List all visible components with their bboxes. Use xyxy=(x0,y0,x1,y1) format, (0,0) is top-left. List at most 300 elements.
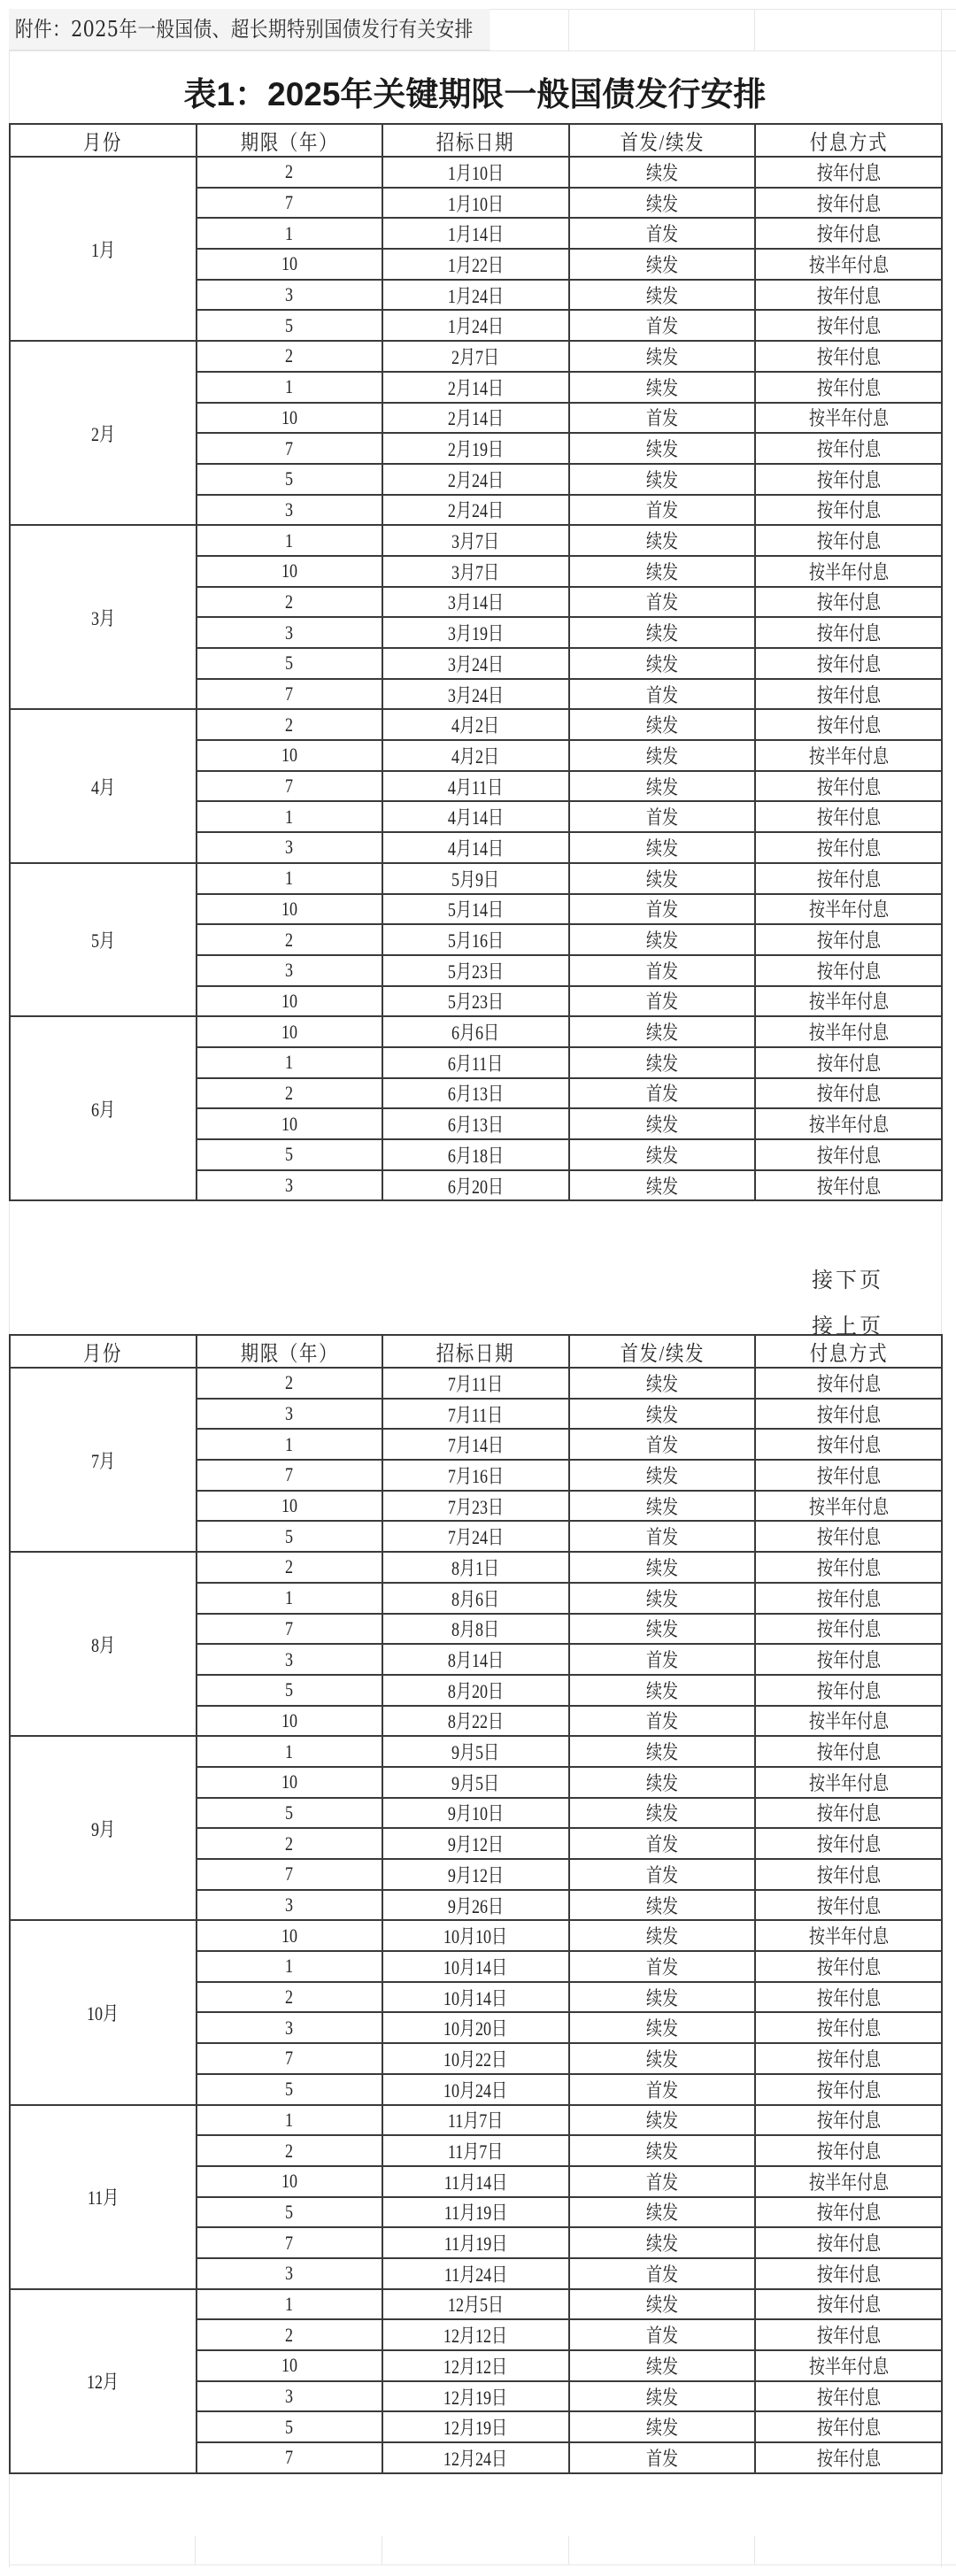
auction-date-cell: 2月7日 xyxy=(382,341,569,372)
gridline xyxy=(568,2536,569,2564)
term-cell: 7 xyxy=(197,1460,383,1491)
gridline xyxy=(9,2564,956,2565)
continued-next-page-note: 接下页 xyxy=(812,1268,883,1292)
issue-type-cell: 续发 xyxy=(569,648,756,679)
payment-method-cell: 按年付息 xyxy=(755,1583,942,1614)
payment-method-cell: 按年付息 xyxy=(755,525,942,556)
auction-date-cell: 4月2日 xyxy=(382,709,569,740)
auction-date-cell: 2月14日 xyxy=(382,403,569,434)
auction-date-cell: 7月11日 xyxy=(382,1368,569,1399)
header-issue-type: 首发/续发 xyxy=(569,124,756,157)
header-term: 期限（年） xyxy=(197,1335,383,1368)
auction-date-cell: 7月23日 xyxy=(382,1491,569,1522)
issue-type-cell: 续发 xyxy=(569,249,756,280)
payment-method-cell: 按半年付息 xyxy=(755,894,942,925)
payment-method-cell: 按年付息 xyxy=(755,2411,942,2442)
issue-type-cell: 续发 xyxy=(569,1798,756,1829)
payment-method-cell: 按年付息 xyxy=(755,1399,942,1430)
payment-method-cell: 按年付息 xyxy=(755,1644,942,1675)
auction-date-cell: 7月16日 xyxy=(382,1460,569,1491)
auction-date-cell: 4月14日 xyxy=(382,801,569,832)
term-cell: 2 xyxy=(197,709,383,740)
payment-method-cell: 按年付息 xyxy=(755,1521,942,1552)
payment-method-cell: 按年付息 xyxy=(755,1429,942,1460)
payment-method-cell: 按年付息 xyxy=(755,801,942,832)
month-cell: 3月 xyxy=(10,525,197,709)
auction-date-cell: 8月1日 xyxy=(382,1552,569,1583)
auction-date-cell: 3月24日 xyxy=(382,679,569,710)
auction-date-cell: 12月19日 xyxy=(382,2381,569,2412)
table-row xyxy=(10,2105,942,2136)
payment-method-cell: 按年付息 xyxy=(755,341,942,372)
term-cell: 3 xyxy=(197,2012,383,2043)
issue-type-cell: 首发 xyxy=(569,1951,756,1982)
term-cell: 10 xyxy=(197,1920,383,1951)
table-row xyxy=(10,1016,942,1047)
issue-type-cell: 续发 xyxy=(569,433,756,464)
payment-method-cell: 按半年付息 xyxy=(755,1706,942,1737)
issue-type-cell: 首发 xyxy=(569,310,756,341)
table-row xyxy=(10,157,942,188)
payment-method-cell: 按年付息 xyxy=(755,955,942,986)
table-row xyxy=(10,525,942,556)
auction-date-cell: 2月14日 xyxy=(382,372,569,403)
issue-type-cell: 续发 xyxy=(569,157,756,188)
auction-date-cell: 6月11日 xyxy=(382,1047,569,1078)
issue-type-cell: 续发 xyxy=(569,924,756,955)
issue-type-cell: 续发 xyxy=(569,2105,756,2136)
payment-method-cell: 按年付息 xyxy=(755,218,942,249)
payment-method-cell: 按年付息 xyxy=(755,280,942,311)
issue-type-cell: 续发 xyxy=(569,1675,756,1706)
issue-type-cell: 续发 xyxy=(569,1399,756,1430)
issue-type-cell: 续发 xyxy=(569,771,756,802)
payment-method-cell: 按年付息 xyxy=(755,2012,942,2043)
term-cell: 1 xyxy=(197,1736,383,1767)
term-cell: 2 xyxy=(197,1078,383,1109)
term-cell: 1 xyxy=(197,801,383,832)
auction-date-cell: 4月11日 xyxy=(382,771,569,802)
gridline xyxy=(754,2536,755,2564)
term-cell: 3 xyxy=(197,2381,383,2412)
payment-method-cell: 按年付息 xyxy=(755,1675,942,1706)
table-row xyxy=(10,2289,942,2320)
auction-date-cell: 10月14日 xyxy=(382,1951,569,1982)
payment-method-cell: 按年付息 xyxy=(755,1951,942,1982)
term-cell: 7 xyxy=(197,2442,383,2473)
auction-date-cell: 6月13日 xyxy=(382,1078,569,1109)
auction-date-cell: 8月6日 xyxy=(382,1583,569,1614)
payment-method-cell: 按年付息 xyxy=(755,310,942,341)
auction-date-cell: 11月24日 xyxy=(382,2258,569,2289)
auction-date-cell: 11月14日 xyxy=(382,2166,569,2197)
header-auction-date: 招标日期 xyxy=(382,124,569,157)
term-cell: 7 xyxy=(197,188,383,219)
payment-method-cell: 按年付息 xyxy=(755,2319,942,2350)
issue-type-cell: 首发 xyxy=(569,1828,756,1859)
table-row xyxy=(10,863,942,894)
term-cell: 3 xyxy=(197,1890,383,1921)
term-cell: 5 xyxy=(197,648,383,679)
header-term: 期限（年） xyxy=(197,124,383,157)
month-cell: 4月 xyxy=(10,709,197,862)
table-title: 表1：2025年关键期限一般国债发行安排 xyxy=(183,76,767,112)
auction-date-cell: 5月23日 xyxy=(382,955,569,986)
auction-date-cell: 1月14日 xyxy=(382,218,569,249)
payment-method-cell: 按年付息 xyxy=(755,587,942,618)
issue-type-cell: 首发 xyxy=(569,1644,756,1675)
issue-type-cell: 首发 xyxy=(569,2074,756,2105)
issue-type-cell: 续发 xyxy=(569,1460,756,1491)
issue-type-cell: 续发 xyxy=(569,280,756,311)
issue-type-cell: 续发 xyxy=(569,709,756,740)
term-cell: 1 xyxy=(197,1583,383,1614)
payment-method-cell: 按年付息 xyxy=(755,157,942,188)
auction-date-cell: 11月7日 xyxy=(382,2105,569,2136)
issue-type-cell: 续发 xyxy=(569,1982,756,2013)
auction-date-cell: 8月8日 xyxy=(382,1614,569,1645)
payment-method-cell: 按年付息 xyxy=(755,1552,942,1583)
payment-method-cell: 按年付息 xyxy=(755,709,942,740)
term-cell: 5 xyxy=(197,1798,383,1829)
issue-type-cell: 首发 xyxy=(569,1521,756,1552)
auction-date-cell: 5月14日 xyxy=(382,894,569,925)
header-payment-method: 付息方式 xyxy=(755,1335,942,1368)
auction-date-cell: 9月12日 xyxy=(382,1828,569,1859)
term-cell: 10 xyxy=(197,1706,383,1737)
auction-date-cell: 11月19日 xyxy=(382,2227,569,2258)
header-auction-date: 招标日期 xyxy=(382,1335,569,1368)
term-cell: 5 xyxy=(197,464,383,495)
payment-method-cell: 按半年付息 xyxy=(755,1491,942,1522)
term-cell: 3 xyxy=(197,955,383,986)
issue-type-cell: 续发 xyxy=(569,2012,756,2043)
issue-type-cell: 续发 xyxy=(569,464,756,495)
term-cell: 7 xyxy=(197,2227,383,2258)
auction-date-cell: 9月26日 xyxy=(382,1890,569,1921)
payment-method-cell: 按半年付息 xyxy=(755,403,942,434)
auction-date-cell: 3月7日 xyxy=(382,556,569,587)
auction-date-cell: 2月19日 xyxy=(382,433,569,464)
issue-type-cell: 首发 xyxy=(569,2166,756,2197)
term-cell: 5 xyxy=(197,2411,383,2442)
payment-method-cell: 按年付息 xyxy=(755,679,942,710)
auction-date-cell: 1月22日 xyxy=(382,249,569,280)
month-cell: 2月 xyxy=(10,341,197,525)
month-cell: 8月 xyxy=(10,1552,197,1736)
auction-date-cell: 1月24日 xyxy=(382,280,569,311)
term-cell: 2 xyxy=(197,157,383,188)
term-cell: 10 xyxy=(197,1491,383,1522)
term-cell: 3 xyxy=(197,2258,383,2289)
payment-method-cell: 按年付息 xyxy=(755,2074,942,2105)
auction-date-cell: 12月12日 xyxy=(382,2350,569,2381)
issue-type-cell: 续发 xyxy=(569,1614,756,1645)
issue-type-cell: 续发 xyxy=(569,556,756,587)
header-month: 月份 xyxy=(10,1335,197,1368)
issue-type-cell: 续发 xyxy=(569,2043,756,2074)
table-header-row xyxy=(10,124,942,157)
payment-method-cell: 按年付息 xyxy=(755,1736,942,1767)
issue-type-cell: 首发 xyxy=(569,1429,756,1460)
term-cell: 5 xyxy=(197,1521,383,1552)
payment-method-cell: 按年付息 xyxy=(755,2289,942,2320)
payment-method-cell: 按年付息 xyxy=(755,464,942,495)
issue-type-cell: 续发 xyxy=(569,2197,756,2228)
issue-type-cell: 首发 xyxy=(569,986,756,1017)
payment-method-cell: 按年付息 xyxy=(755,2258,942,2289)
term-cell: 1 xyxy=(197,372,383,403)
term-cell: 5 xyxy=(197,2074,383,2105)
term-cell: 2 xyxy=(197,341,383,372)
payment-method-cell: 按年付息 xyxy=(755,1170,942,1201)
term-cell: 5 xyxy=(197,310,383,341)
payment-method-cell: 按半年付息 xyxy=(755,556,942,587)
issue-type-cell: 续发 xyxy=(569,1047,756,1078)
gridline xyxy=(568,9,569,50)
issue-type-cell: 续发 xyxy=(569,372,756,403)
payment-method-cell: 按年付息 xyxy=(755,2197,942,2228)
payment-method-cell: 按年付息 xyxy=(755,1614,942,1645)
auction-date-cell: 6月13日 xyxy=(382,1108,569,1139)
issue-type-cell: 续发 xyxy=(569,2411,756,2442)
term-cell: 2 xyxy=(197,1552,383,1583)
auction-date-cell: 9月5日 xyxy=(382,1767,569,1798)
payment-method-cell: 按年付息 xyxy=(755,495,942,526)
term-cell: 3 xyxy=(197,1644,383,1675)
issue-type-cell: 首发 xyxy=(569,679,756,710)
payment-method-cell: 按年付息 xyxy=(755,1139,942,1170)
issue-type-cell: 首发 xyxy=(569,955,756,986)
issue-type-cell: 续发 xyxy=(569,740,756,771)
term-cell: 7 xyxy=(197,1859,383,1890)
payment-method-cell: 按年付息 xyxy=(755,863,942,894)
term-cell: 1 xyxy=(197,525,383,556)
payment-method-cell: 按年付息 xyxy=(755,2043,942,2074)
table-row xyxy=(10,1736,942,1767)
term-cell: 2 xyxy=(197,1368,383,1399)
issue-type-cell: 首发 xyxy=(569,403,756,434)
auction-date-cell: 10月24日 xyxy=(382,2074,569,2105)
issue-type-cell: 续发 xyxy=(569,863,756,894)
term-cell: 7 xyxy=(197,2043,383,2074)
payment-method-cell: 按年付息 xyxy=(755,617,942,648)
auction-date-cell: 10月20日 xyxy=(382,2012,569,2043)
term-cell: 1 xyxy=(197,218,383,249)
month-cell: 5月 xyxy=(10,863,197,1016)
term-cell: 7 xyxy=(197,771,383,802)
payment-method-cell: 按年付息 xyxy=(755,1078,942,1109)
issue-type-cell: 续发 xyxy=(569,1491,756,1522)
table-row xyxy=(10,1920,942,1951)
term-cell: 3 xyxy=(197,280,383,311)
payment-method-cell: 按半年付息 xyxy=(755,986,942,1017)
term-cell: 1 xyxy=(197,1951,383,1982)
issue-type-cell: 首发 xyxy=(569,894,756,925)
auction-date-cell: 3月19日 xyxy=(382,617,569,648)
term-cell: 1 xyxy=(197,863,383,894)
gridline xyxy=(195,2536,196,2564)
issue-type-cell: 续发 xyxy=(569,1170,756,1201)
term-cell: 3 xyxy=(197,617,383,648)
auction-date-cell: 1月10日 xyxy=(382,157,569,188)
auction-date-cell: 8月14日 xyxy=(382,1644,569,1675)
payment-method-cell: 按年付息 xyxy=(755,771,942,802)
auction-date-cell: 6月20日 xyxy=(382,1170,569,1201)
auction-date-cell: 12月19日 xyxy=(382,2411,569,2442)
table-row xyxy=(10,1552,942,1583)
term-cell: 10 xyxy=(197,894,383,925)
schedule-table-part2 xyxy=(9,1334,943,2474)
term-cell: 1 xyxy=(197,2105,383,2136)
issue-type-cell: 首发 xyxy=(569,1078,756,1109)
payment-method-cell: 按年付息 xyxy=(755,433,942,464)
issue-type-cell: 首发 xyxy=(569,1706,756,1737)
auction-date-cell: 8月22日 xyxy=(382,1706,569,1737)
payment-method-cell: 按半年付息 xyxy=(755,1016,942,1047)
auction-date-cell: 11月7日 xyxy=(382,2135,569,2166)
term-cell: 10 xyxy=(197,249,383,280)
payment-method-cell: 按半年付息 xyxy=(755,740,942,771)
issue-type-cell: 续发 xyxy=(569,2350,756,2381)
month-cell: 6月 xyxy=(10,1016,197,1200)
payment-method-cell: 按年付息 xyxy=(755,2381,942,2412)
term-cell: 10 xyxy=(197,2350,383,2381)
issue-type-cell: 续发 xyxy=(569,1583,756,1614)
issue-type-cell: 续发 xyxy=(569,1108,756,1139)
schedule-table-part1 xyxy=(9,123,943,1201)
table-header-row xyxy=(10,1335,942,1368)
auction-date-cell: 2月24日 xyxy=(382,464,569,495)
term-cell: 10 xyxy=(197,740,383,771)
issue-type-cell: 续发 xyxy=(569,832,756,863)
payment-method-cell: 按年付息 xyxy=(755,648,942,679)
table-row xyxy=(10,1368,942,1399)
table-row xyxy=(10,341,942,372)
issue-type-cell: 续发 xyxy=(569,1890,756,1921)
payment-method-cell: 按年付息 xyxy=(755,2442,942,2473)
payment-method-cell: 按半年付息 xyxy=(755,1767,942,1798)
issue-type-cell: 首发 xyxy=(569,801,756,832)
payment-method-cell: 按年付息 xyxy=(755,1460,942,1491)
auction-date-cell: 2月24日 xyxy=(382,495,569,526)
term-cell: 2 xyxy=(197,587,383,618)
auction-date-cell: 8月20日 xyxy=(382,1675,569,1706)
term-cell: 3 xyxy=(197,495,383,526)
payment-method-cell: 按年付息 xyxy=(755,1859,942,1890)
auction-date-cell: 10月14日 xyxy=(382,1982,569,2013)
header-month: 月份 xyxy=(10,124,197,157)
payment-method-cell: 按年付息 xyxy=(755,1368,942,1399)
term-cell: 3 xyxy=(197,1170,383,1201)
auction-date-cell: 6月6日 xyxy=(382,1016,569,1047)
header-issue-type: 首发/续发 xyxy=(569,1335,756,1368)
issue-type-cell: 续发 xyxy=(569,2289,756,2320)
auction-date-cell: 10月22日 xyxy=(382,2043,569,2074)
issue-type-cell: 续发 xyxy=(569,1736,756,1767)
auction-date-cell: 5月9日 xyxy=(382,863,569,894)
term-cell: 2 xyxy=(197,2319,383,2350)
month-cell: 7月 xyxy=(10,1368,197,1552)
term-cell: 2 xyxy=(197,1982,383,2013)
term-cell: 1 xyxy=(197,1047,383,1078)
payment-method-cell: 按年付息 xyxy=(755,2135,942,2166)
term-cell: 7 xyxy=(197,1614,383,1645)
auction-date-cell: 12月24日 xyxy=(382,2442,569,2473)
term-cell: 3 xyxy=(197,832,383,863)
auction-date-cell: 4月2日 xyxy=(382,740,569,771)
term-cell: 10 xyxy=(197,1016,383,1047)
issue-type-cell: 续发 xyxy=(569,1368,756,1399)
payment-method-cell: 按年付息 xyxy=(755,1047,942,1078)
term-cell: 10 xyxy=(197,2166,383,2197)
issue-type-cell: 首发 xyxy=(569,1859,756,1890)
payment-method-cell: 按年付息 xyxy=(755,372,942,403)
auction-date-cell: 11月19日 xyxy=(382,2197,569,2228)
auction-date-cell: 12月12日 xyxy=(382,2319,569,2350)
term-cell: 5 xyxy=(197,1675,383,1706)
issue-type-cell: 续发 xyxy=(569,525,756,556)
issue-type-cell: 续发 xyxy=(569,2227,756,2258)
issue-type-cell: 续发 xyxy=(569,1016,756,1047)
auction-date-cell: 5月16日 xyxy=(382,924,569,955)
auction-date-cell: 12月5日 xyxy=(382,2289,569,2320)
payment-method-cell: 按年付息 xyxy=(755,2227,942,2258)
auction-date-cell: 9月12日 xyxy=(382,1859,569,1890)
auction-date-cell: 3月14日 xyxy=(382,587,569,618)
auction-date-cell: 3月7日 xyxy=(382,525,569,556)
auction-date-cell: 7月14日 xyxy=(382,1429,569,1460)
table-row xyxy=(10,709,942,740)
auction-date-cell: 9月5日 xyxy=(382,1736,569,1767)
payment-method-cell: 按年付息 xyxy=(755,1798,942,1829)
gridline xyxy=(754,9,755,50)
payment-method-cell: 按半年付息 xyxy=(755,1920,942,1951)
month-cell: 1月 xyxy=(10,157,197,341)
payment-method-cell: 按年付息 xyxy=(755,832,942,863)
issue-type-cell: 首发 xyxy=(569,2258,756,2289)
issue-type-cell: 首发 xyxy=(569,495,756,526)
auction-date-cell: 7月24日 xyxy=(382,1521,569,1552)
term-cell: 10 xyxy=(197,1767,383,1798)
auction-date-cell: 7月11日 xyxy=(382,1399,569,1430)
term-cell: 10 xyxy=(197,1108,383,1139)
payment-method-cell: 按半年付息 xyxy=(755,2166,942,2197)
attachment-caption: 附件：2025年一般国债、超长期特别国债发行有关安排 xyxy=(9,9,490,50)
issue-type-cell: 续发 xyxy=(569,341,756,372)
issue-type-cell: 首发 xyxy=(569,2319,756,2350)
header-payment-method: 付息方式 xyxy=(755,124,942,157)
term-cell: 3 xyxy=(197,1399,383,1430)
payment-method-cell: 按年付息 xyxy=(755,1828,942,1859)
term-cell: 10 xyxy=(197,556,383,587)
term-cell: 5 xyxy=(197,2197,383,2228)
month-cell: 12月 xyxy=(10,2289,197,2473)
continued-from-previous-page-note: 接上页 xyxy=(812,1314,883,1338)
term-cell: 1 xyxy=(197,2289,383,2320)
issue-type-cell: 续发 xyxy=(569,2135,756,2166)
issue-type-cell: 首发 xyxy=(569,2442,756,2473)
term-cell: 2 xyxy=(197,2135,383,2166)
term-cell: 7 xyxy=(197,433,383,464)
issue-type-cell: 续发 xyxy=(569,188,756,219)
auction-date-cell: 1月24日 xyxy=(382,310,569,341)
issue-type-cell: 续发 xyxy=(569,2381,756,2412)
term-cell: 1 xyxy=(197,1429,383,1460)
issue-type-cell: 续发 xyxy=(569,617,756,648)
month-cell: 10月 xyxy=(10,1920,197,2104)
term-cell: 7 xyxy=(197,679,383,710)
